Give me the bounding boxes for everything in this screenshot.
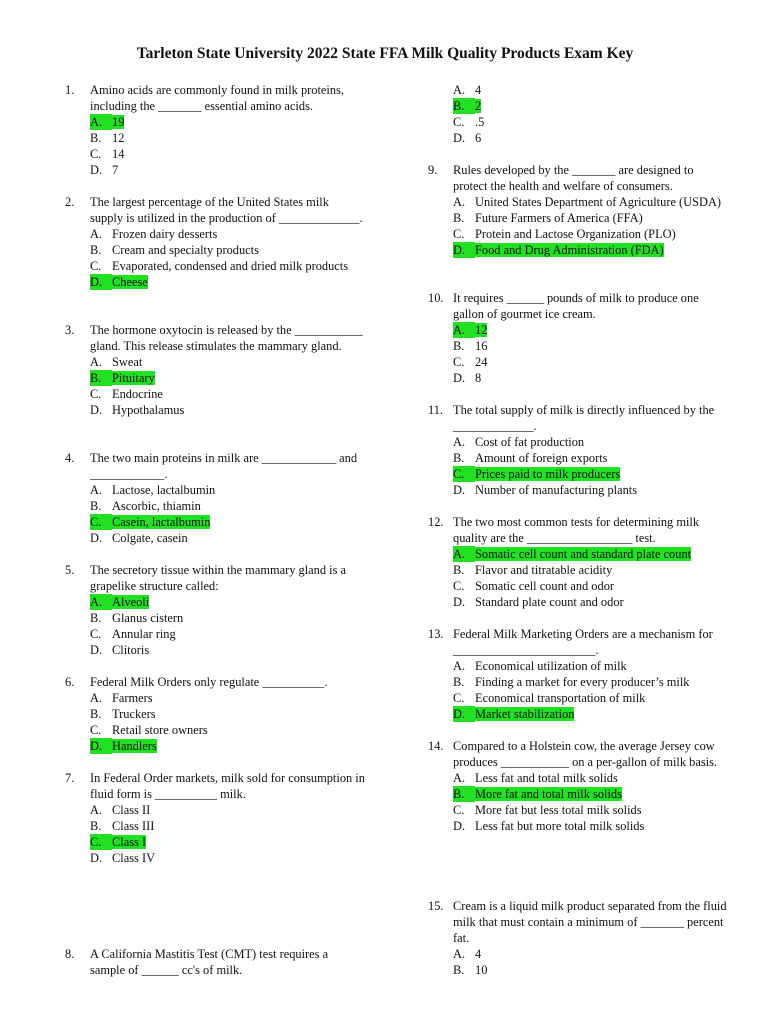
- question-stem: [65, 450, 365, 482]
- answer-option: [65, 162, 365, 178]
- answer-option: [65, 610, 365, 626]
- answer-option: [428, 338, 728, 354]
- question-block: [428, 738, 728, 834]
- question-text: It requires ______ pounds of milk to produce one gallon of gourmet ice cream.: [453, 291, 699, 321]
- option-text: Glanus cistern: [112, 611, 184, 625]
- question-text: The two most common tests for determining milk quality are the _________________ test.: [453, 515, 700, 545]
- option-text: Ascorbic, thiamin: [112, 499, 201, 513]
- answer-option: [428, 562, 728, 578]
- answer-option: [65, 146, 365, 162]
- option-letter: C.: [90, 147, 102, 161]
- question-text: Amino acids are commonly found in milk proteins, including the _______ essential amino acids.: [90, 83, 344, 113]
- option-text: Number of manufacturing plants: [475, 483, 638, 497]
- option-text-wrap: [112, 850, 365, 866]
- option-text-wrap: [475, 594, 728, 610]
- option-letter: D.: [90, 531, 103, 545]
- option-text-wrap: [112, 690, 365, 706]
- page-title: Tarleton State University 2022 State FFA Milk Quality Products Exam Key: [136, 45, 634, 62]
- option-letter: B.: [453, 963, 465, 977]
- correct-answer-highlight: Somatic cell count and standard plate count: [475, 547, 692, 561]
- answer-option: [65, 386, 365, 402]
- option-text: Evaporated, condensed and dried milk products: [112, 259, 349, 273]
- answer-option: [65, 130, 365, 146]
- option-text: 12: [112, 131, 125, 145]
- option-text: Lactose, lactalbumin: [112, 483, 216, 497]
- question-number: 9.: [428, 163, 438, 177]
- option-text-wrap: [475, 546, 728, 562]
- question-text: In Federal Order markets, milk sold for consumption in fluid form is __________ milk.: [90, 771, 365, 801]
- answer-option: [65, 530, 365, 546]
- option-text-wrap: [475, 466, 728, 482]
- question-text: Compared to a Holstein cow, the average Jersey cow produces ___________ on a per-gallon of milk basis.: [453, 739, 718, 769]
- question-number: 10.: [428, 291, 444, 305]
- question-text: The largest percentage of the United States milk supply is utilized in the production of _____________.: [90, 195, 363, 225]
- answer-option: [428, 130, 728, 146]
- question-block: [65, 674, 365, 754]
- option-letter: C.: [453, 115, 465, 129]
- question-text: Cream is a liquid milk product separated from the fluid milk that must contain a minimum of _______ percent fat.: [453, 899, 727, 945]
- option-text: Future Farmers of America (FFA): [475, 211, 643, 225]
- question-stem: [65, 322, 365, 354]
- option-letter: D.: [90, 643, 103, 657]
- answer-option: [65, 226, 365, 242]
- question-stem: [428, 514, 728, 546]
- question-text: The hormone oxytocin is released by the ___________ gland. This release stimulates the mammary gland.: [90, 323, 363, 353]
- option-text-wrap: [112, 802, 365, 818]
- answer-option: [65, 114, 365, 130]
- option-text-wrap: [112, 626, 365, 642]
- option-text-wrap: [475, 818, 728, 834]
- option-text-wrap: [475, 674, 728, 690]
- question-stem: [65, 770, 365, 802]
- option-text: 8: [475, 371, 482, 385]
- option-letter: B.: [90, 243, 102, 257]
- option-text-wrap: [475, 242, 728, 258]
- option-letter: A.: [90, 483, 103, 497]
- option-text-wrap: [112, 818, 365, 834]
- option-letter: D.: [453, 131, 466, 145]
- option-text: Less fat but more total milk solids: [475, 819, 645, 833]
- question-text: Federal Milk Orders only regulate __________.: [90, 675, 328, 689]
- option-text: Annular ring: [112, 627, 176, 641]
- answer-option: [428, 114, 728, 130]
- question-text: The two main proteins in milk are ____________ and ____________.: [90, 451, 358, 481]
- option-letter: B.: [90, 131, 102, 145]
- option-text-wrap: [112, 610, 365, 626]
- option-text: Finding a market for every producer’s milk: [475, 675, 690, 689]
- option-letter: A.: [453, 947, 466, 961]
- option-text-wrap: [112, 114, 365, 130]
- answer-option: [428, 194, 728, 210]
- answer-option: [428, 706, 728, 722]
- answer-option: [428, 98, 728, 114]
- option-text-wrap: [475, 450, 728, 466]
- option-text: Class IV: [112, 851, 156, 865]
- option-text: Clitoris: [112, 643, 150, 657]
- answer-option: [65, 482, 365, 498]
- option-text: Retail store owners: [112, 723, 208, 737]
- correct-answer-highlight: Cheese: [112, 275, 148, 289]
- option-letter: D.: [90, 738, 112, 754]
- option-letter: A.: [90, 227, 103, 241]
- answer-option: [428, 546, 728, 562]
- answer-option: [65, 642, 365, 658]
- answer-option: [65, 690, 365, 706]
- option-letter: A.: [90, 594, 112, 610]
- option-text-wrap: [112, 354, 365, 370]
- option-text-wrap: [475, 786, 728, 802]
- question-number: 11.: [428, 403, 444, 417]
- option-text-wrap: [112, 386, 365, 402]
- option-letter: A.: [90, 691, 103, 705]
- option-letter: C.: [453, 691, 465, 705]
- question-block: [428, 290, 728, 386]
- option-letter: C.: [90, 834, 112, 850]
- question-number: 7.: [65, 771, 75, 785]
- option-text-wrap: [475, 210, 728, 226]
- question-text: Federal Milk Marketing Orders are a mechanism for _______________________.: [453, 627, 713, 657]
- option-text: Endocrine: [112, 387, 163, 401]
- question-block: [428, 626, 728, 722]
- option-text-wrap: [112, 498, 365, 514]
- option-letter: D.: [90, 163, 103, 177]
- question-block: [65, 194, 365, 290]
- option-letter: B.: [90, 819, 102, 833]
- question-stem: [65, 562, 365, 594]
- option-text: Farmers: [112, 691, 153, 705]
- option-letter: C.: [90, 387, 102, 401]
- option-letter: C.: [453, 227, 465, 241]
- option-text: Frozen dairy desserts: [112, 227, 218, 241]
- question-stem: [65, 674, 365, 690]
- answer-option: [428, 210, 728, 226]
- option-text: Economical utilization of milk: [475, 659, 627, 673]
- option-letter: D.: [453, 706, 475, 722]
- option-letter: D.: [453, 595, 466, 609]
- question-number: 14.: [428, 739, 444, 753]
- question-stem: [428, 626, 728, 658]
- option-letter: C.: [90, 627, 102, 641]
- correct-answer-highlight: Pituitary: [112, 371, 155, 385]
- question-block: [65, 322, 365, 418]
- correct-answer-highlight: Casein, lactalbumin: [112, 515, 211, 529]
- question-block: [65, 450, 365, 546]
- option-letter: A.: [453, 435, 466, 449]
- option-text: 14: [112, 147, 125, 161]
- question-number: 13.: [428, 627, 444, 641]
- answer-option: [428, 786, 728, 802]
- question-stem: [65, 194, 365, 226]
- option-letter: D.: [453, 819, 466, 833]
- answer-option: [428, 674, 728, 690]
- answer-option: [428, 226, 728, 242]
- question-stem: [428, 898, 728, 946]
- option-text-wrap: [112, 530, 365, 546]
- option-text: Protein and Lactose Organization (PLO): [475, 227, 676, 241]
- option-letter: C.: [453, 803, 465, 817]
- option-text-wrap: [112, 482, 365, 498]
- answer-option: [65, 498, 365, 514]
- option-text-wrap: [475, 226, 728, 242]
- option-letter: B.: [453, 98, 475, 114]
- option-text: More fat but less total milk solids: [475, 803, 642, 817]
- option-letter: C.: [90, 514, 112, 530]
- question-number: 1.: [65, 83, 75, 97]
- question-number: 2.: [65, 195, 75, 209]
- answer-option: [428, 962, 728, 978]
- correct-answer-highlight: Market stabilization: [475, 707, 575, 721]
- correct-answer-highlight: Food and Drug Administration (FDA): [475, 243, 664, 257]
- option-text-wrap: [475, 370, 728, 386]
- option-letter: B.: [453, 339, 465, 353]
- answer-option: [65, 594, 365, 610]
- answer-option: [65, 514, 365, 530]
- answer-option: [65, 274, 365, 290]
- option-text: 10: [475, 963, 488, 977]
- answer-option: [65, 818, 365, 834]
- option-text-wrap: [475, 130, 728, 146]
- option-text: Cream and specialty products: [112, 243, 259, 257]
- option-text-wrap: [475, 706, 728, 722]
- answer-option: [65, 242, 365, 258]
- option-text-wrap: [112, 146, 365, 162]
- option-text-wrap: [112, 258, 365, 274]
- answer-option: [428, 482, 728, 498]
- question-stem: [428, 738, 728, 770]
- answer-option: [65, 354, 365, 370]
- option-text-wrap: [112, 738, 365, 754]
- option-text: 16: [475, 339, 488, 353]
- answer-option: [428, 946, 728, 962]
- option-text-wrap: [475, 194, 728, 210]
- option-letter: D.: [90, 851, 103, 865]
- correct-answer-highlight: 19: [112, 115, 125, 129]
- option-text: 6: [475, 131, 482, 145]
- option-text-wrap: [475, 338, 728, 354]
- option-text-wrap: [112, 226, 365, 242]
- option-letter: A.: [453, 659, 466, 673]
- question-text: The secretory tissue within the mammary gland is a grapelike structure called:: [90, 563, 347, 593]
- option-text: Hypothalamus: [112, 403, 185, 417]
- option-letter: A.: [453, 546, 475, 562]
- option-letter: B.: [453, 786, 475, 802]
- option-text-wrap: [475, 962, 728, 978]
- question-number: 12.: [428, 515, 444, 529]
- answer-option: [428, 354, 728, 370]
- question-block: [65, 562, 365, 658]
- question-text: A California Mastitis Test (CMT) test requires a sample of ______ cc's of milk.: [90, 947, 329, 977]
- option-text-wrap: [112, 130, 365, 146]
- option-text-wrap: [475, 434, 728, 450]
- option-text-wrap: [475, 802, 728, 818]
- option-text-wrap: [475, 946, 728, 962]
- option-text: United States Department of Agriculture (USDA): [475, 195, 722, 209]
- question-stem: [428, 162, 728, 194]
- question-number: 8.: [65, 947, 75, 961]
- question-stem: [428, 290, 728, 322]
- answer-option: [428, 82, 728, 98]
- option-text-wrap: [112, 274, 365, 290]
- option-text: Flavor and titratable acidity: [475, 563, 613, 577]
- option-text-wrap: [475, 770, 728, 786]
- option-text-wrap: [112, 402, 365, 418]
- question-stem: [65, 946, 365, 978]
- option-letter: C.: [90, 259, 102, 273]
- answer-option: [428, 434, 728, 450]
- answer-option: [65, 258, 365, 274]
- option-letter: B.: [453, 451, 465, 465]
- option-text-wrap: [475, 578, 728, 594]
- option-text-wrap: [475, 482, 728, 498]
- question-number: 6.: [65, 675, 75, 689]
- option-letter: B.: [90, 707, 102, 721]
- answer-option: [428, 370, 728, 386]
- option-text-wrap: [112, 594, 365, 610]
- option-text-wrap: [112, 642, 365, 658]
- option-text-wrap: [475, 82, 728, 98]
- option-letter: B.: [453, 675, 465, 689]
- option-text: Sweat: [112, 355, 143, 369]
- question-block: [65, 82, 365, 178]
- question-number: 5.: [65, 563, 75, 577]
- question-block: [428, 898, 728, 978]
- option-text-wrap: [112, 162, 365, 178]
- correct-answer-highlight: Alveoli: [112, 595, 150, 609]
- option-letter: B.: [90, 370, 112, 386]
- answer-option: [65, 802, 365, 818]
- answer-option: [428, 466, 728, 482]
- option-text-wrap: [475, 322, 728, 338]
- option-text: Class II: [112, 803, 151, 817]
- answer-option: [65, 722, 365, 738]
- question-block: [428, 514, 728, 610]
- option-text: Truckers: [112, 707, 156, 721]
- option-text: 4: [475, 83, 482, 97]
- question-stem: [428, 402, 728, 434]
- answer-option: [428, 690, 728, 706]
- option-text-wrap: [112, 706, 365, 722]
- option-letter: B.: [90, 499, 102, 513]
- option-text: Standard plate count and odor: [475, 595, 624, 609]
- answer-option: [428, 802, 728, 818]
- option-letter: D.: [90, 274, 112, 290]
- option-letter: D.: [90, 403, 103, 417]
- option-text-wrap: [475, 562, 728, 578]
- answer-option: [428, 770, 728, 786]
- question-text: The total supply of milk is directly influenced by the _____________.: [453, 403, 715, 433]
- option-text-wrap: [475, 690, 728, 706]
- correct-answer-highlight: Handlers: [112, 739, 157, 753]
- option-text-wrap: [475, 658, 728, 674]
- option-letter: A.: [90, 803, 103, 817]
- option-text: 4: [475, 947, 482, 961]
- option-text-wrap: [112, 834, 365, 850]
- answer-option: [428, 322, 728, 338]
- answer-option: [65, 402, 365, 418]
- correct-answer-highlight: Class I: [112, 835, 147, 849]
- option-letter: A.: [90, 114, 112, 130]
- answer-option: [428, 594, 728, 610]
- answer-option: [65, 850, 365, 866]
- correct-answer-highlight: 2: [475, 99, 482, 113]
- option-text: Class III: [112, 819, 155, 833]
- answer-option: [428, 578, 728, 594]
- option-text-wrap: [475, 98, 728, 114]
- option-letter: C.: [453, 466, 475, 482]
- option-text-wrap: [112, 370, 365, 386]
- option-letter: B.: [453, 211, 465, 225]
- option-letter: A.: [453, 771, 466, 785]
- option-text-wrap: [475, 354, 728, 370]
- option-letter: A.: [453, 322, 475, 338]
- answer-option: [428, 450, 728, 466]
- option-letter: C.: [453, 579, 465, 593]
- option-text: Colgate, casein: [112, 531, 188, 545]
- option-text-wrap: [112, 242, 365, 258]
- option-letter: C.: [453, 355, 465, 369]
- option-text-wrap: [112, 722, 365, 738]
- option-letter: A.: [90, 355, 103, 369]
- answer-option: [428, 818, 728, 834]
- question-block: [428, 162, 728, 258]
- question-stem: [65, 82, 365, 114]
- answer-option: [65, 370, 365, 386]
- question-number: 15.: [428, 899, 444, 913]
- option-text: 7: [112, 163, 119, 177]
- question-number: 3.: [65, 323, 75, 337]
- option-letter: D.: [453, 483, 466, 497]
- option-text: Economical transportation of milk: [475, 691, 646, 705]
- option-text: Cost of fat production: [475, 435, 585, 449]
- option-text-wrap: [112, 514, 365, 530]
- option-text: Amount of foreign exports: [475, 451, 608, 465]
- question-block: [428, 402, 728, 498]
- option-text: Somatic cell count and odor: [475, 579, 615, 593]
- answer-option: [65, 626, 365, 642]
- option-letter: B.: [90, 611, 102, 625]
- option-letter: B.: [453, 563, 465, 577]
- option-letter: C.: [90, 723, 102, 737]
- option-text: 24: [475, 355, 488, 369]
- answer-option: [428, 658, 728, 674]
- option-letter: D.: [453, 242, 475, 258]
- option-letter: A.: [453, 195, 466, 209]
- answer-option: [65, 834, 365, 850]
- answer-option: [428, 242, 728, 258]
- correct-answer-highlight: More fat and total milk solids: [475, 787, 622, 801]
- correct-answer-highlight: 12: [475, 323, 488, 337]
- option-text-wrap: [475, 114, 728, 130]
- question-block: [65, 770, 365, 866]
- option-text: .5: [475, 115, 485, 129]
- answer-option: [65, 706, 365, 722]
- correct-answer-highlight: Prices paid to milk producers: [475, 467, 621, 481]
- question-text: Rules developed by the _______ are designed to protect the health and welfare of consumers.: [453, 163, 694, 193]
- option-letter: A.: [453, 83, 466, 97]
- answer-option: [65, 738, 365, 754]
- option-text: Less fat and total milk solids: [475, 771, 618, 785]
- question-block: [428, 82, 728, 146]
- option-letter: D.: [453, 371, 466, 385]
- question-number: 4.: [65, 451, 75, 465]
- question-block: [65, 946, 365, 978]
